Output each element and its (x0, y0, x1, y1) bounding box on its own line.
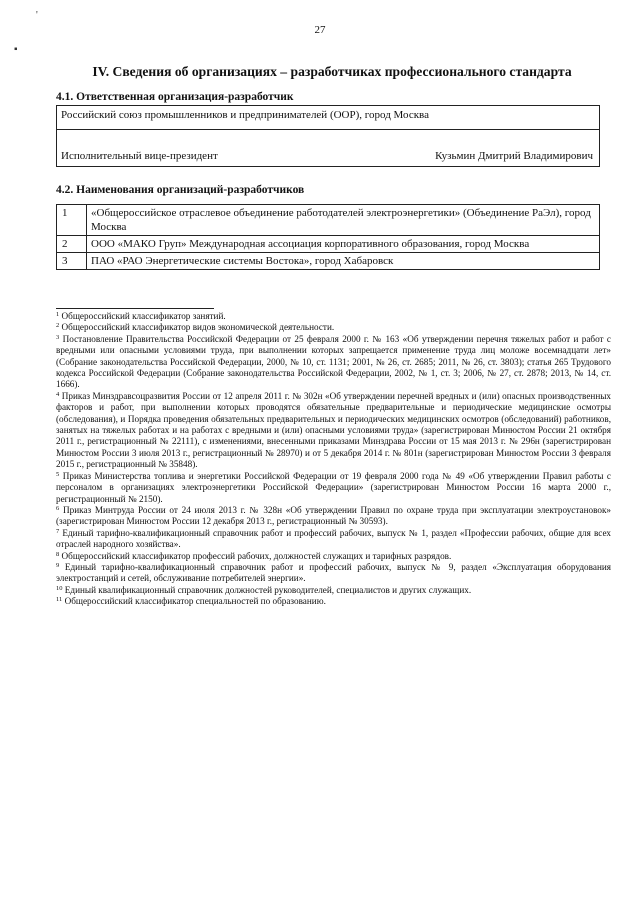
footnote-number: 9 (56, 561, 60, 569)
table-row (57, 253, 600, 270)
footnote-text: Общероссийский классификатор занятий. (61, 311, 226, 321)
footnote (56, 505, 611, 528)
footnote-text: Единый квалификационный справочник должностей руководителей, специалистов и других служащих. (64, 584, 472, 595)
footnote (56, 551, 611, 562)
footnote-text: Единый тарифно-квалификационный справочник работ и профессий рабочих, выпуск № 1, раздел «Профессии рабочих, общие для всех отраслей народного хозяйства». (56, 527, 611, 550)
footnote-text: Постановление Правительства Российской Федерации от 25 февраля 2000 г. № 163 «Об утверждении перечня тяжелых работ и работ с вредными или опасными условиями труда, при выполнении которых запрещается применение труда лиц моложе восемнадцати лет» (Собрание законодательства Российской Федерации, 2000, № 10, ст. 1131; 2001, № 26, ст. 2685; 2011, № 26, ст. 3803); статья 265 Трудового кодекса Российской Федерации (Собрание законодательства Российской Федерации, 2002, № 1, ст. 3; 2006, № 27, ст. 2878; 2013, № 14, ст. 1666). (56, 333, 611, 390)
row-number: 1 (57, 205, 87, 236)
footnote (56, 562, 611, 585)
footnote-text: Приказ Министерства топлива и энергетики Российской Федерации от 19 февраля 2000 года № 49 «Об утверждении Правил работы с персоналом в организациях электроэнергетики Российской Федерации» (зарегистрирован Минюстом России 16 марта 2000 г., регистрационный № 2150). (56, 470, 612, 504)
footnote-number: 2 (56, 322, 60, 330)
row-number: 3 (57, 253, 87, 270)
developers-table (56, 204, 600, 270)
footnote (56, 471, 611, 505)
footnote-number: 1 (56, 311, 60, 318)
developers-heading: 4.2. Наименования организаций-разработчиков (56, 184, 305, 196)
table-row (57, 205, 600, 236)
page-number: 27 (314, 24, 326, 36)
responsible-org-heading: 4.1. Ответственная организация-разработчик (56, 91, 294, 103)
footnote-text: Общероссийский классификатор специальностей по образованию. (64, 596, 326, 607)
table-row (57, 236, 600, 253)
row-number: 2 (57, 236, 87, 253)
margin-mark: ' (36, 10, 38, 21)
footnote-number: 10 (56, 584, 63, 592)
footnote-text: Общероссийский классификатор профессий рабочих, должностей служащих и тарифных разрядов. (61, 550, 452, 561)
organization-name: ПАО «РАО Энергетические системы Востока», город Хабаровск (87, 253, 600, 270)
footnote (56, 391, 611, 471)
footnotes (56, 311, 611, 608)
section-title: IV. Сведения об организациях – разработчиках профессионального стандарта (92, 64, 572, 79)
footnote-text: Единый тарифно-квалификационный справочник работ и профессий рабочих, выпуск № 9, раздел «Эксплуатация оборудования электростанций и сетей, обслуживание потребителей энергии». (56, 561, 611, 584)
footnote-number: 3 (56, 333, 60, 341)
footnote-number: 6 (56, 504, 60, 512)
footnote-text: Приказ Минтруда России от 24 июля 2013 г. № 328н «Об утверждении Правил по охране труда при эксплуатации электроустановок» (зарегистрирован Минюстом России 12 декабря 2013 г., регистрационный № 30593). (56, 504, 612, 527)
footnote (56, 334, 611, 391)
divider (57, 129, 599, 130)
organization-name: «Общероссийское отраслевое объединение работодателей электроэнергетики» (Объединение РаЭл), город Москва (87, 205, 600, 236)
signatory-position: Исполнительный вице-президент (61, 150, 218, 162)
footnote-text: Приказ Минздравсоцразвития России от 12 апреля 2011 г. № 302н «Об утверждении перечней вредных и (или) опасных производственных факторов и работ, при выполнении которых проводятся обязательные предварительные и периодические медицинские осмотры (обследования), и Порядка проведения обязательных предварительных и периодических медицинских осмотров (обследований) работников, занятых на тяжелых работах и на работах с вредными и (или) опасными условиями труда» (зарегистрирован Минюстом России 21 октября 2011 г., регистрационный № 22111), с изменениями, внесенными приказами Минздрава России от 15 мая 2013 г. № 296н (зарегистрирован Минюстом России 3 июля 2013 г., регистрационный № 28970) и от 5 декабря 2014 г. № 801н (зарегистрирован Минюстом России 3 февраля 2015 г., регистрационный № 35848). (56, 390, 611, 470)
footnote (56, 528, 611, 551)
footnote (56, 322, 611, 333)
footnote (56, 585, 611, 596)
footnote-text: Общероссийский классификатор видов экономической деятельности. (61, 322, 335, 333)
responsible-org-box (56, 105, 600, 167)
margin-mark: ▪ (14, 44, 18, 55)
footnote-number: 4 (56, 390, 60, 398)
footnote-separator (56, 308, 214, 309)
footnote-number: 5 (56, 470, 60, 478)
responsible-org-name: Российский союз промышленников и предпринимателей (ООР), город Москва (61, 109, 429, 121)
organization-name: ООО «МАКО Груп» Международная ассоциация корпоративного образования, город Москва (87, 236, 600, 253)
footnote (56, 596, 611, 607)
footnote (56, 311, 611, 322)
signatory-name: Кузьмин Дмитрий Владимирович (435, 150, 593, 162)
footnote-number: 8 (56, 550, 60, 558)
footnote-number: 7 (56, 527, 60, 535)
footnote-number: 11 (56, 596, 63, 604)
